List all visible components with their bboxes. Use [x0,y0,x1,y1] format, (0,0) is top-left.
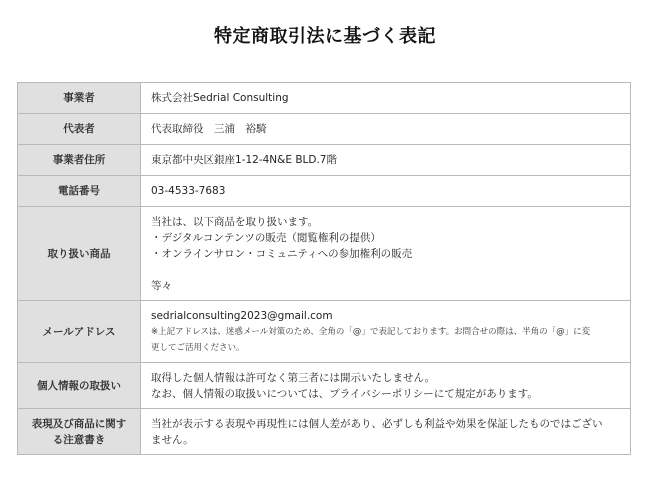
row-value-products [141,207,631,301]
row-label-phone: 電話番号 [18,176,141,207]
company-name: 株式会社Sedrial Consulting [151,92,289,104]
row-value-notice [141,409,631,455]
products-etc: 等々 [151,279,172,292]
row-label-email: メールアドレス [18,301,141,363]
page-title: 特定商取引法に基づく表記 [214,26,436,47]
table-row [18,114,631,145]
table-row [18,83,631,114]
row-value-representative [141,114,631,145]
table-row [18,207,631,301]
row-value-address [141,145,631,176]
notice-text: ません。 [151,433,194,446]
legal-info-table [17,82,631,455]
row-label-notice [18,409,141,455]
row-value-phone [141,176,631,207]
row-label-address: 事業者住所 [18,145,141,176]
notice-label-line: 表現及び商品に関す [31,417,127,430]
email-note: 更してご活用ください。 [151,342,245,353]
phone-number: 03-4533-7683 [151,185,226,197]
row-value-business-operator [141,83,631,114]
notice-label-line: る注意書き [52,433,106,446]
representative-name: 代表取締役 三浦 裕騎 [151,123,267,135]
email-address: sedrialconsulting2023@gmail.com [151,309,333,322]
row-value-privacy [141,363,631,409]
table-row [18,363,631,409]
row-label-representative: 代表者 [18,114,141,145]
privacy-text: なお、個人情報の取扱いについては、プライバシーポリシーにて規定があります。 [151,387,538,400]
products-item: ・オンラインサロン・コミュニティへの参加権利の販売 [151,247,413,260]
table-row [18,301,631,363]
notice-text: 当社が表示する表現や再現性には個人差があり、必ずしも利益や効果を保証したものではござい [151,417,603,430]
table-row [18,176,631,207]
row-label-products: 取り扱い商品 [18,207,141,301]
products-intro: 当社は、以下商品を取り扱います。 [151,215,319,228]
privacy-text: 取得した個人情報は許可なく第三者には開示いたしません。 [151,371,436,384]
table-row [18,409,631,455]
table-row [18,145,631,176]
business-address: 東京都中央区銀座1-12-4N&E BLD.7階 [151,154,337,166]
row-label-business-operator: 事業者 [18,83,141,114]
email-note: ※上記アドレスは、迷惑メール対策のため、全角の「@」で表記しております。お問合せの際は、半角の「@」に変 [151,326,591,337]
row-value-email [141,301,631,363]
row-label-privacy: 個人情報の取扱い [18,363,141,409]
blank-line [151,262,620,278]
products-item: ・デジタルコンテンツの販売（閲覧権利の提供） [151,231,381,244]
